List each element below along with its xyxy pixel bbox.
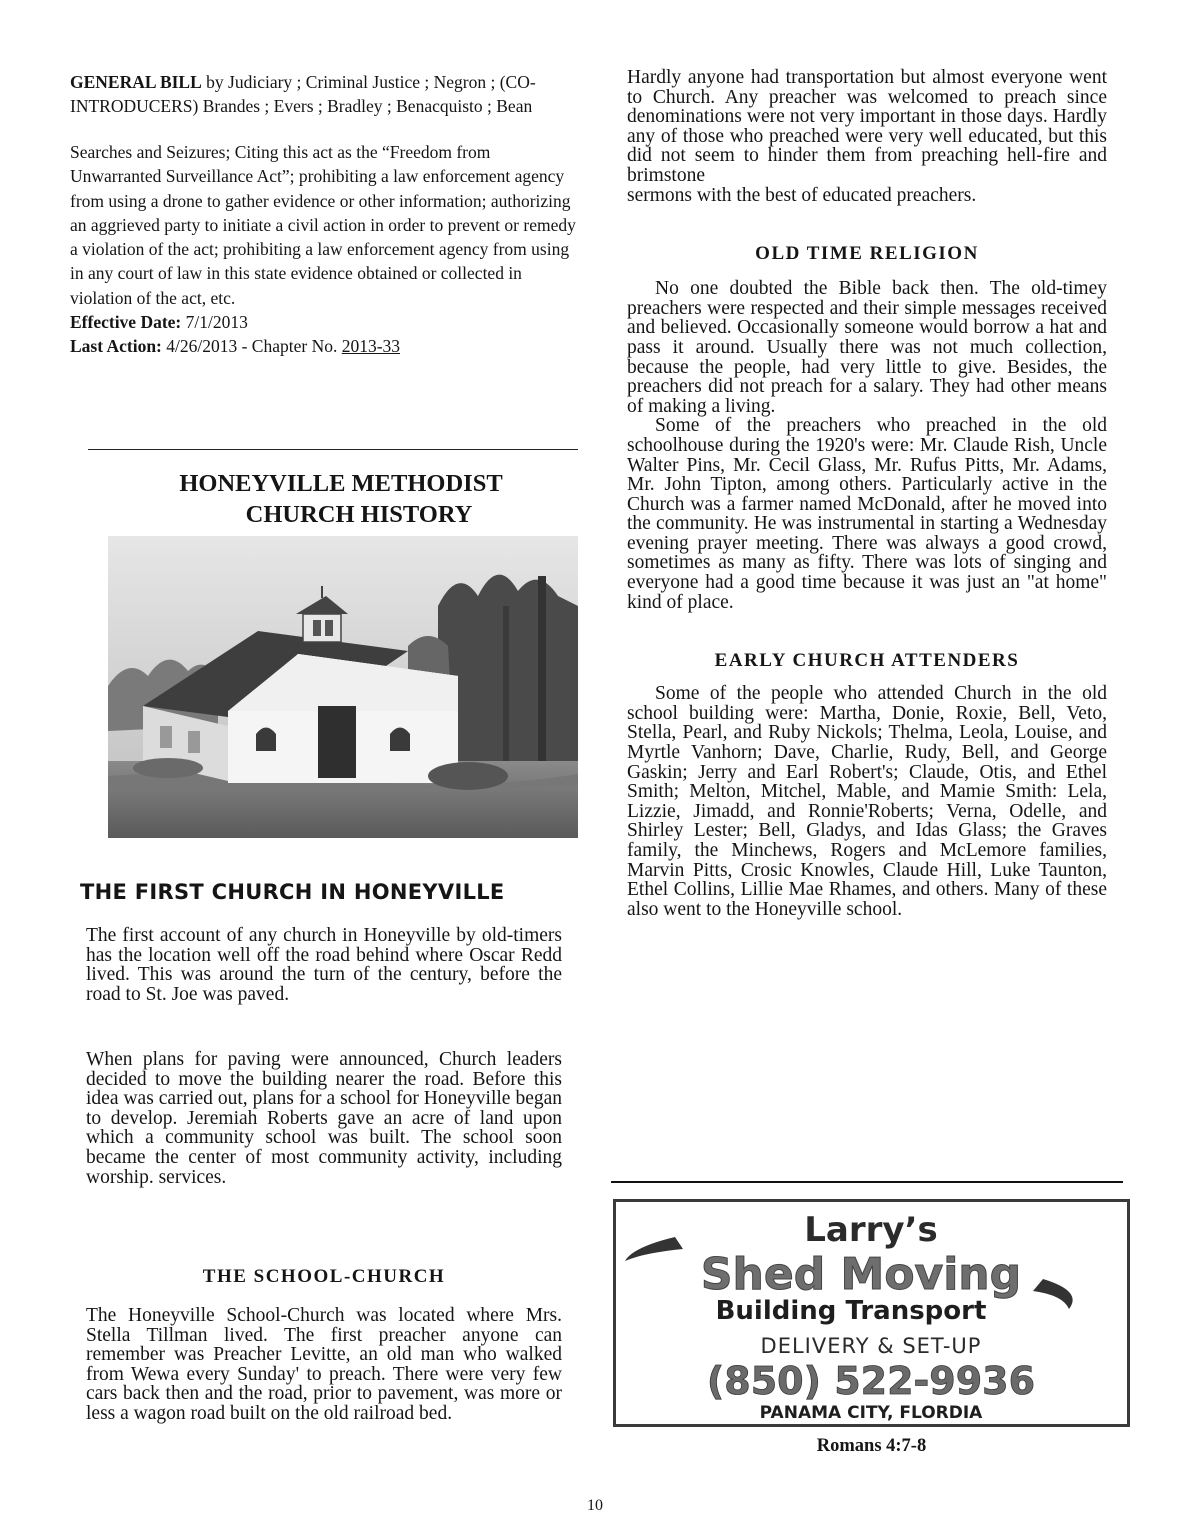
bill-section bbox=[70, 70, 578, 358]
swoosh-left-icon bbox=[625, 1237, 683, 1261]
first-church-heading: THE FIRST CHURCH IN HONEYVILLE bbox=[80, 880, 505, 904]
right-column bbox=[627, 68, 1107, 919]
bill-sponsors: by Judiciary ; Criminal Justice ; Negron ; (CO-INTRODUCERS) Brandes ; Evers ; Bradley ; Benacquisto ; Bean bbox=[70, 72, 536, 116]
old-time-religion-heading: OLD TIME RELIGION bbox=[755, 243, 979, 265]
bill-header bbox=[70, 70, 578, 118]
shed-moving-ad bbox=[613, 1199, 1130, 1427]
effective-date-value: 7/1/2013 bbox=[181, 312, 248, 333]
last-action-value: 4/26/2013 - Chapter No. bbox=[161, 336, 342, 357]
first-church-paragraph-2: When plans for paving were announced, Church leaders decided to move the building nearer the road. Before this idea was carried out, plans for a school for Honeyville began to develop. Jeremiah Roberts gave an acre of land upon which a community school was built. The school soon became the center of most community activity, including worship. services. bbox=[86, 1049, 562, 1188]
church-history-title-line2: CHURCH HISTORY bbox=[245, 501, 473, 528]
swoosh-right-icon bbox=[1033, 1279, 1073, 1309]
ad-delivery: DELIVERY & SET-UP bbox=[760, 1334, 982, 1358]
bill-label: GENERAL BILL bbox=[70, 72, 202, 92]
page-number: 10 bbox=[587, 1497, 603, 1514]
church-photo bbox=[108, 536, 578, 838]
ad-artwork bbox=[613, 1199, 1130, 1427]
last-action-label: Last Action: bbox=[70, 336, 162, 357]
bill-effective-date bbox=[70, 310, 578, 334]
ad-location: PANAMA CITY, FLORDIA bbox=[759, 1403, 983, 1423]
chapter-link[interactable]: 2013-33 bbox=[341, 336, 401, 357]
bible-verse: Romans 4:7-8 bbox=[816, 1436, 927, 1456]
ad-phone: (850) 522-9936 bbox=[706, 1359, 1036, 1403]
ad-name: Larry’s bbox=[804, 1210, 938, 1250]
ad-service: Shed Moving bbox=[700, 1249, 1022, 1300]
first-church-paragraph-1: The first account of any church in Honeyville by old-timers has the location well off the road behind where Oscar Redd lived. This was around the turn of the century, before the road to St. Joe was paved. bbox=[86, 925, 562, 1005]
church-history-title-line1: HONEYVILLE METHODIST bbox=[179, 470, 503, 497]
divider-right bbox=[611, 1181, 1123, 1183]
school-church-heading: THE SCHOOL-CHURCH bbox=[202, 1266, 446, 1287]
divider-left bbox=[88, 449, 578, 450]
school-church-paragraph: The Honeyville School-Church was located where Mrs. Stella Tillman lived. The first preacher anyone can remember was Preacher Levitte, an old man who walked from Wewa every Sunday' to preach. There were very few cars back then and the road, prior to pavement, was more or less a wagon road built on the old railroad bed. bbox=[86, 1305, 562, 1424]
early-attenders-paragraph: Some of the people who attended Church in the old school building were: Martha, Donie, Roxie, Bell, Veto, Stella, Pearl, and Ruby Nickols; Thelma, Leola, Louise, and Myrtle Vanhorn; Dave, Charlie, Rudy, Bell, and George Gaskin; Jerry and Earl Robert's; Claude, Otis, and Ethel Smith; Melton, Mitchel, Mable, and Mamie Smith: Lela, Lizzie, Jimadd, and Ronnie'Roberts; Verna, Odelle, and Shirley Lester; Bell, Gladys, and Idas Glass; the Graves family, the Minchews, Rogers and McLemore families, Marvin Pitts, Crosic Knowles, Claude Hill, Luke Taunton, Ethel Collins, Lillie Mae Rhames, and others. Many of these also went to the Honeyville school. bbox=[627, 683, 1107, 920]
church-history-title bbox=[108, 468, 574, 530]
old-time-paragraph-1: No one doubted the Bible back then. The old-timey preachers were respected and their simple messages received and believed. Occasionally someone would borrow a hat and pass it around. Usually there was not much collection, because the people, had very little to give. Besides, the preachers did not preach for a salary. They had other means of making a living. bbox=[627, 278, 1107, 417]
effective-date-label: Effective Date: bbox=[70, 312, 182, 333]
early-attenders-heading: EARLY CHURCH ATTENDERS bbox=[714, 650, 1020, 672]
bill-summary: Searches and Seizures; Citing this act as the “Freedom from Unwarranted Surveillance Act”; prohibiting a law enforcement agency from using a drone to gather evidence or other information; authorizing an aggrieved party to initiate a civil action in order to prevent or remedy a violation of the act; prohibiting a law enforcement agency from using in any court of law in this state evidence obtained or collected in violation of the act, etc. bbox=[70, 142, 576, 308]
old-time-paragraph-2: Some of the preachers who preached in the old schoolhouse during the 1920's were: Mr. Claude Rish, Uncle Walter Pins, Mr. Cecil Glass, Mr. Rufus Pitts, Mr. Adams, Mr. John Tipton, among others. Particularly active in the Church was a farmer named McDonald, after he moved into the community. He was instrumental in starting a Wednesday evening prayer meeting. There was always a good crowd, sometimes as many as fifty. There was lots of singing and everyone had a good time because it was just an "at home" kind of place. bbox=[627, 415, 1107, 613]
bill-last-action bbox=[70, 334, 578, 358]
transportation-paragraph: Hardly anyone had transportation but almost everyone went to Church. Any preacher was welcomed to preach since denominations were not very important in those days. Hardly any of those who preached were very well educated, but this did not seem to hinder them from preaching hell-fire and brimstone bbox=[627, 67, 1107, 186]
sermons-paragraph: sermons with the best of educated preachers. bbox=[627, 184, 977, 206]
ad-subtitle: Building Transport bbox=[715, 1296, 987, 1326]
